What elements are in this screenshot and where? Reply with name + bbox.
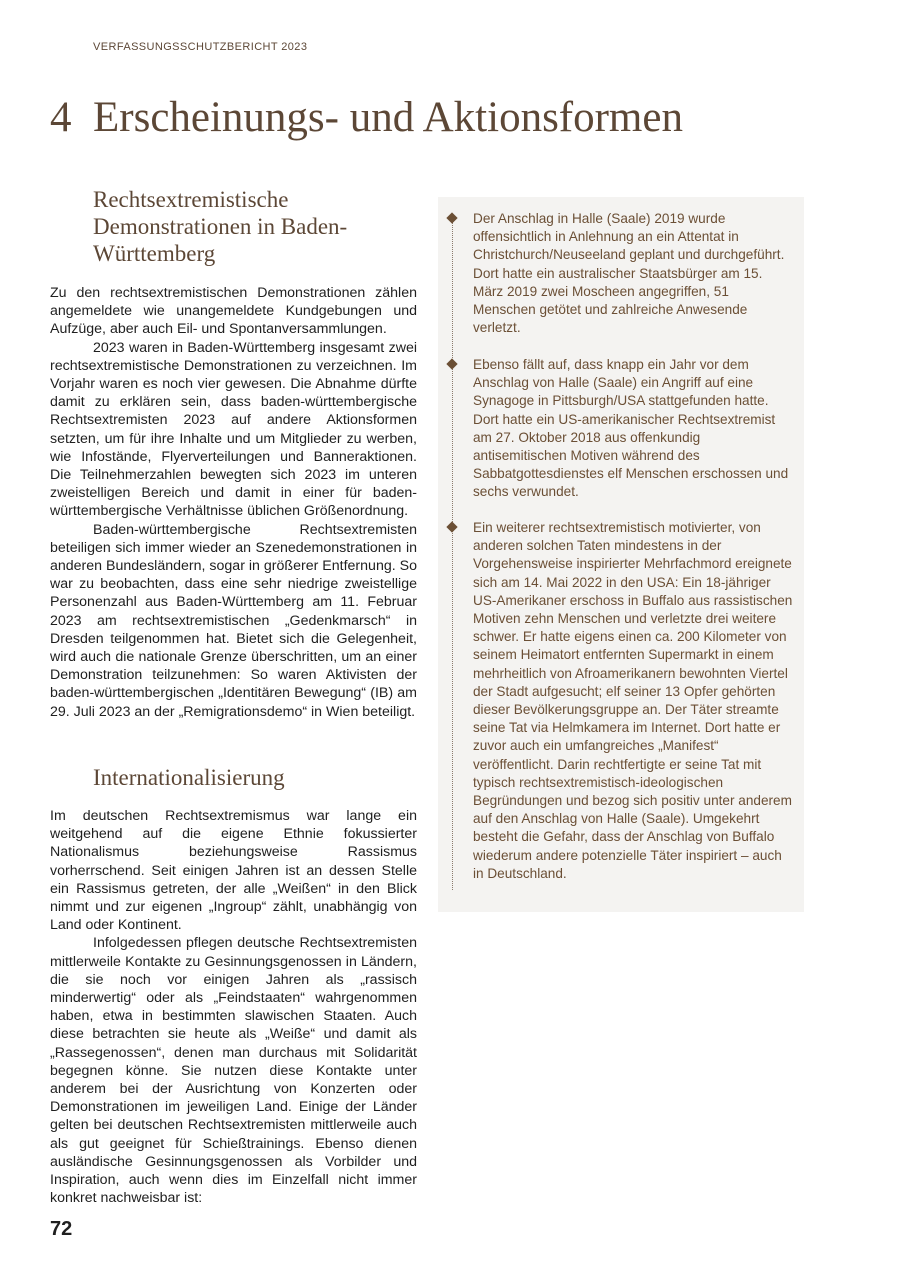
running-header: VERFASSUNGSSCHUTZBERICHT 2023 xyxy=(93,41,308,53)
paragraph: Infolgedessen pflegen deutsche Rechtsextremisten mittlerweile Kontakte zu Gesinnungsgenossen in Ländern, die sie noch vor einigen Jahren als „rassisch minderwertig“ oder als „Feindstaaten“ wahrgenommen haben, etwa in bestimmten slawischen Staaten. Auch diese betrachten sie heute als „Weiße“ und damit als „Rassegenossen“, denen man durchaus mit Solidarität begegnen könne. Sie nutzen diese Kontakte unter anderem bei der Ausrichtung von Konzerten oder Demonstrationen im jeweiligen Land. Einige der Länder gelten bei deutschen Rechtsextremisten mittlerweile auch als gut geeignet für Schießtrainings. Ebenso dienen ausländische Gesinnungsgenossen als Vorbilder und Inspiration, auch wenn dies im Einzelfall nicht immer konkret nachweisbar ist: xyxy=(50,935,417,1207)
sidebar-item-pittsburgh xyxy=(473,356,795,502)
section-body-demonstrationen xyxy=(50,284,417,721)
sidebar-item-text: Der Anschlag in Halle (Saale) 2019 wurde offensichtlich in Anlehnung an ein Attentat in Christchurch/Neuseeland geplant und durchgeführt. Dort hatte ein australischer Staatsbürger am 15. März 2019 zwei Moscheen angegriffen, 51 Menschen getötet und zahlreiche Anwesende verletzt. xyxy=(473,211,785,336)
diamond-bullet-icon xyxy=(447,522,457,532)
sidebar-item-buffalo xyxy=(473,519,795,883)
chapter-number: 4 xyxy=(50,94,72,141)
sidebar-dotted-rule xyxy=(452,222,453,890)
chapter-title xyxy=(50,93,683,142)
page-number: 72 xyxy=(50,1218,73,1240)
paragraph: Im deutschen Rechtsextremismus war lange ein weitgehend auf die eigene Ethnie fokussierter Nationalismus beziehungsweise Rassismus vorherrschend. Seit einigen Jahren ist an dessen Stelle ein Rassismus getreten, der alle „Weißen“ in den Blick nimmt und zur eigenen „Ingroup“ zählt, unabhängig von Land oder Kontinent. xyxy=(50,808,417,934)
sidebar-item-text: Ein weiterer rechtsextremistisch motivierter, von anderen solchen Taten mindestens in der Vorgehensweise inspirierter Mehrfachmord ereignete sich am 14. Mai 2022 in den USA: Ein 18-jähriger US-Amerikaner erschoss in Buffalo aus rassistischen Motiven zehn Menschen und verletzte drei weitere schwer. Er hatte eigens einen ca. 200 Kilometer von seinem Heimatort entfernten Supermarkt in einem mehrheitlich von Afroamerikanern bewohnten Viertel der Stadt aufgesucht; elf seiner 13 Opfer gehörten dieser Bevölkerungsgruppe an. Der Täter streamte seine Tat via Helmkamera im Internet. Dort hatte er zuvor auch ein umfangreiches „Manifest“ veröffentlicht. Darin rechtfertigte er seine Tat mit typisch rechtsextremistisch-ideologischen Begründungen und bezog sich positiv unter anderem auf den Anschlag von Halle (Saale). Umgekehrt besteht die Gefahr, dass der Anschlag von Buffalo wiederum andere potenzielle Täter inspiriert – auch in Deutschland. xyxy=(473,520,793,881)
diamond-bullet-icon xyxy=(447,213,457,223)
section-body-internationalisierung xyxy=(50,807,417,1207)
sidebar-item-text: Ebenso fällt auf, dass knapp ein Jahr vor dem Anschlag von Halle (Saale) ein Angriff auf eine Synagoge in Pittsburgh/USA stattgefunden hatte. Dort hatte ein US-amerikanischer Rechtsextremist am 27. Oktober 2018 aus offenkundig antisemitischen Motiven während des Sabbatgottesdienstes elf Menschen erschossen und sechs verwundet. xyxy=(473,357,789,500)
chapter-heading: Erscheinungs- und Aktionsformen xyxy=(93,94,683,141)
paragraph: Baden-württembergische Rechtsextremisten beteiligen sich immer wieder an Szenedemonstrationen in anderen Bundesländern, sogar in größerer Entfernung. So war zu beobachten, dass eine sehr niedrige zweistellige Personenzahl aus Baden-Württemberg am 11. Februar 2023 am rechtsextremistischen „Gedenkmarsch“ in Dresden teilgenommen hat. Bietet sich die Gelegenheit, wird auch die nationale Grenze überschritten, um an einer Demonstration teilzunehmen: So waren Aktivisten der baden-württembergischen „Identitären Bewegung“ (IB) am 29. Juli 2023 an der „Remigrationsdemo“ in Wien beteiligt. xyxy=(50,521,417,720)
sidebar-item-halle xyxy=(473,210,795,337)
diamond-bullet-icon xyxy=(447,359,457,369)
paragraph: Zu den rechtsextremistischen Demonstrationen zählen angemeldete wie unangemeldete Kundgebungen und Aufzüge, aber auch Eil- und Spontanversammlungen. xyxy=(50,285,417,338)
section-heading-internationalisierung: Internationalisierung xyxy=(93,765,285,790)
paragraph: 2023 waren in Baden-Württemberg insgesamt zwei rechtsextremistische Demonstrationen zu verzeichnen. Im Vorjahr waren es noch vier gewesen. Die Abnahme dürfte damit zu erklären sein, dass baden-württembergische Rechtsextremisten 2023 auf andere Aktionsformen setzten, um für ihre Inhalte und um Mitglieder zu werben, wie Infostände, Flyerverteilungen und Banneraktionen. Die Teilnehmerzahlen bewegten sich 2023 im unteren zweistelligen Bereich und damit in einer für baden-württembergische Verhältnisse üblichen Größenordnung. xyxy=(50,339,417,520)
section-heading-demonstrationen: Rechtsextremistische Demonstrationen in Baden-Württemberg xyxy=(93,187,348,266)
